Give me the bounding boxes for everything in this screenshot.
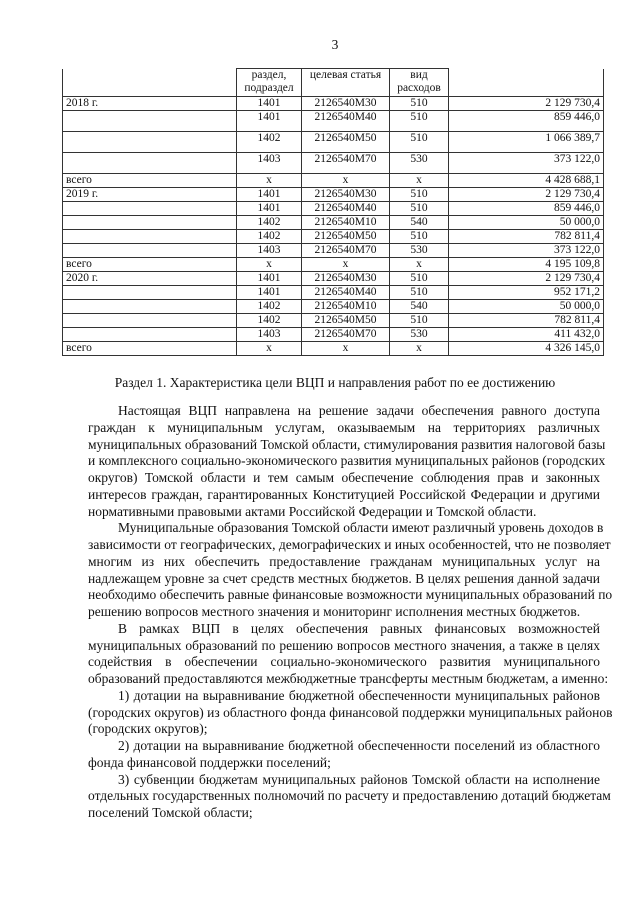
section-heading: Раздел 1. Характеристика цели ВЦП и направления работ по ее достижению [114,375,556,390]
paragraph [88,620,609,688]
cell-amount: 4 428 688,1 [449,173,604,187]
cell-kind: 510 [390,131,449,152]
paragraph [88,687,613,738]
cell-label [63,313,237,327]
cell-kind: 510 [390,96,449,110]
cell-section: 1402 [237,299,302,313]
cell-section: 1401 [237,271,302,285]
paragraph-line: 2) дотации на выравнивание бюджетной обеспеченности поселений из областного [118,738,600,753]
paragraph-line: Настоящая ВЦП направлена на решение задачи обеспечения равного доступа [118,403,600,418]
cell-article: 2126540М70 [302,152,390,173]
cell-amount: 4 195 109,8 [449,257,604,271]
table-row [63,187,604,201]
cell-section: 1402 [237,131,302,152]
paragraph-line: необходимо обеспечить равные финансовые возможности муниципальных образований по [88,587,613,603]
cell-label [63,201,237,215]
header-cell-article: целевая статья [302,69,390,97]
table-row [63,271,604,285]
paragraph-line: отдельных государственных полномочий по расчету и предоставлению дотаций бюджетам [88,788,611,804]
cell-section: 1401 [237,110,302,131]
cell-article: 2126540М10 [302,215,390,229]
cell-article: 2126540М40 [302,110,390,131]
cell-section: 1402 [237,215,302,229]
paragraph-line: (городских округов) из областного фонда финансовой поддержки муниципальных районов [88,704,613,720]
cell-section: х [237,257,302,271]
cell-kind: х [390,341,449,355]
cell-section: 1401 [237,187,302,201]
cell-section: 1401 [237,96,302,110]
table-row [63,257,604,271]
cell-label: 2019 г. [63,187,237,201]
table-row [63,96,604,110]
cell-section: 1401 [237,285,302,299]
cell-section: 1403 [237,243,302,257]
cell-label: всего [63,341,237,355]
paragraph-line: Муниципальные образования Томской области имеют различный уровень доходов в [118,520,604,536]
table-row [63,313,604,327]
paragraph-line: и комплексного социально-экономического развития муниципальных районов (городских [88,453,606,469]
cell-section: х [237,341,302,355]
paragraph-line: надлежащем уровне за счет средств местных бюджетов. В целях решения данной задачи [88,570,600,586]
paragraph-line: поселений Томской области; [88,805,253,820]
header-cell-amount [449,69,604,97]
table-row [63,173,604,187]
paragraph-line: содействия в обеспечении социально-экономического развития муниципального [88,654,600,670]
cell-article: 2126540М50 [302,131,390,152]
paragraph [88,520,613,621]
cell-article: х [302,173,390,187]
table-header-row [63,69,604,97]
cell-kind: 540 [390,299,449,313]
cell-article: 2126540М30 [302,271,390,285]
table-row [63,299,604,313]
cell-label [63,299,237,313]
cell-label: 2018 г. [63,96,237,110]
cell-amount: 859 446,0 [449,110,604,131]
cell-label: всего [63,257,237,271]
cell-label [63,131,237,152]
cell-article: 2126540М50 [302,313,390,327]
cell-label [63,327,237,341]
table-row [63,201,604,215]
cell-label: 2020 г. [63,271,237,285]
cell-section: 1403 [237,152,302,173]
paragraph [88,771,611,822]
cell-article: 2126540М30 [302,96,390,110]
cell-amount: 2 129 730,4 [449,96,604,110]
cell-kind: 530 [390,243,449,257]
cell-amount: 952 171,2 [449,285,604,299]
page-number: 3 [331,37,339,52]
paragraph-line: граждан к муниципальным услугам, оказываемым на территориях различных [88,419,600,435]
cell-label [63,243,237,257]
cell-kind: 540 [390,215,449,229]
cell-amount: 50 000,0 [449,215,604,229]
table-row [63,152,604,173]
cell-section: 1403 [237,327,302,341]
cell-kind: 510 [390,110,449,131]
cell-article: 2126540М70 [302,243,390,257]
cell-section: 1402 [237,313,302,327]
body-text [88,403,613,822]
paragraph-line: многим из них обеспечить предоставление гражданам муниципальных услуг на [88,553,600,569]
table-row [63,229,604,243]
table-row [63,243,604,257]
cell-kind: 510 [390,285,449,299]
paragraph [88,738,600,772]
cell-article: 2126540М50 [302,229,390,243]
cell-article: 2126540М40 [302,201,390,215]
cell-article: 2126540М40 [302,285,390,299]
cell-amount: 411 432,0 [449,327,604,341]
budget-table [62,68,604,356]
paragraph-line: муниципальных образований Томской области, стимулирования развития налоговой базы [88,436,606,452]
cell-amount: 2 129 730,4 [449,187,604,201]
cell-amount: 782 811,4 [449,313,604,327]
cell-section: х [237,173,302,187]
cell-article: 2126540М30 [302,187,390,201]
cell-amount: 1 066 389,7 [449,131,604,152]
cell-label [63,110,237,131]
cell-label [63,215,237,229]
cell-amount: 373 122,0 [449,243,604,257]
paragraph-line: 3) субвенции бюджетам муниципальных районов Томской области на исполнение [118,771,600,787]
cell-kind: х [390,257,449,271]
cell-label [63,152,237,173]
cell-label [63,285,237,299]
cell-kind: 510 [390,187,449,201]
cell-label [63,229,237,243]
paragraph-line: фонда финансовой поддержки поселений; [88,754,331,770]
cell-amount: 2 129 730,4 [449,271,604,285]
cell-amount: 859 446,0 [449,201,604,215]
header-cell-kind: вид расходов [390,69,449,97]
cell-section: 1402 [237,229,302,243]
paragraph-line: (городских округов); [88,721,208,737]
cell-kind: 510 [390,271,449,285]
cell-article: 2126540М10 [302,299,390,313]
table-body [63,96,604,355]
table-row [63,327,604,341]
table-row [63,131,604,152]
header-cell-label [63,69,237,97]
paragraph-line: 1) дотации на выравнивание бюджетной обеспеченности муниципальных районов [118,687,600,703]
paragraph [88,403,606,520]
cell-kind: 530 [390,152,449,173]
table-row [63,285,604,299]
cell-kind: 530 [390,327,449,341]
table-row [63,215,604,229]
cell-article: х [302,257,390,271]
cell-amount: 50 000,0 [449,299,604,313]
cell-kind: 510 [390,201,449,215]
cell-amount: 373 122,0 [449,152,604,173]
cell-kind: 510 [390,229,449,243]
cell-amount: 4 326 145,0 [449,341,604,355]
cell-article: х [302,341,390,355]
paragraph-line: округов) Томской области и тем самым обеспечение соблюдения прав и законных [88,470,600,485]
paragraph-line: образований предоставляются межбюджетные трансферты местным бюджетам, а именно: [88,671,609,686]
cell-label: всего [63,173,237,187]
paragraph-line: зависимости от географических, демографических и иных особенностей, что не позволяет [88,537,611,552]
header-cell-section: раздел, подраздел [237,69,302,97]
cell-kind: 510 [390,313,449,327]
table-row [63,341,604,355]
paragraph-line: В рамках ВЦП в целях обеспечения равных финансовых возможностей [118,620,600,636]
cell-article: 2126540М70 [302,327,390,341]
paragraph-line: интересов граждан, гарантированных Конституцией Российской Федерации и другими [88,486,600,502]
cell-amount: 782 811,4 [449,229,604,243]
paragraph-line: решению вопросов местного значения и мониторинг исполнения местных бюджетов. [88,604,581,619]
paragraph-line: муниципальных образований по решению вопросов местного значения, а также в целях [88,637,600,653]
cell-section: 1401 [237,201,302,215]
cell-kind: х [390,173,449,187]
paragraph-line: нормативными правовыми актами Российской Федерации и Томской области. [88,503,537,519]
table-row [63,110,604,131]
